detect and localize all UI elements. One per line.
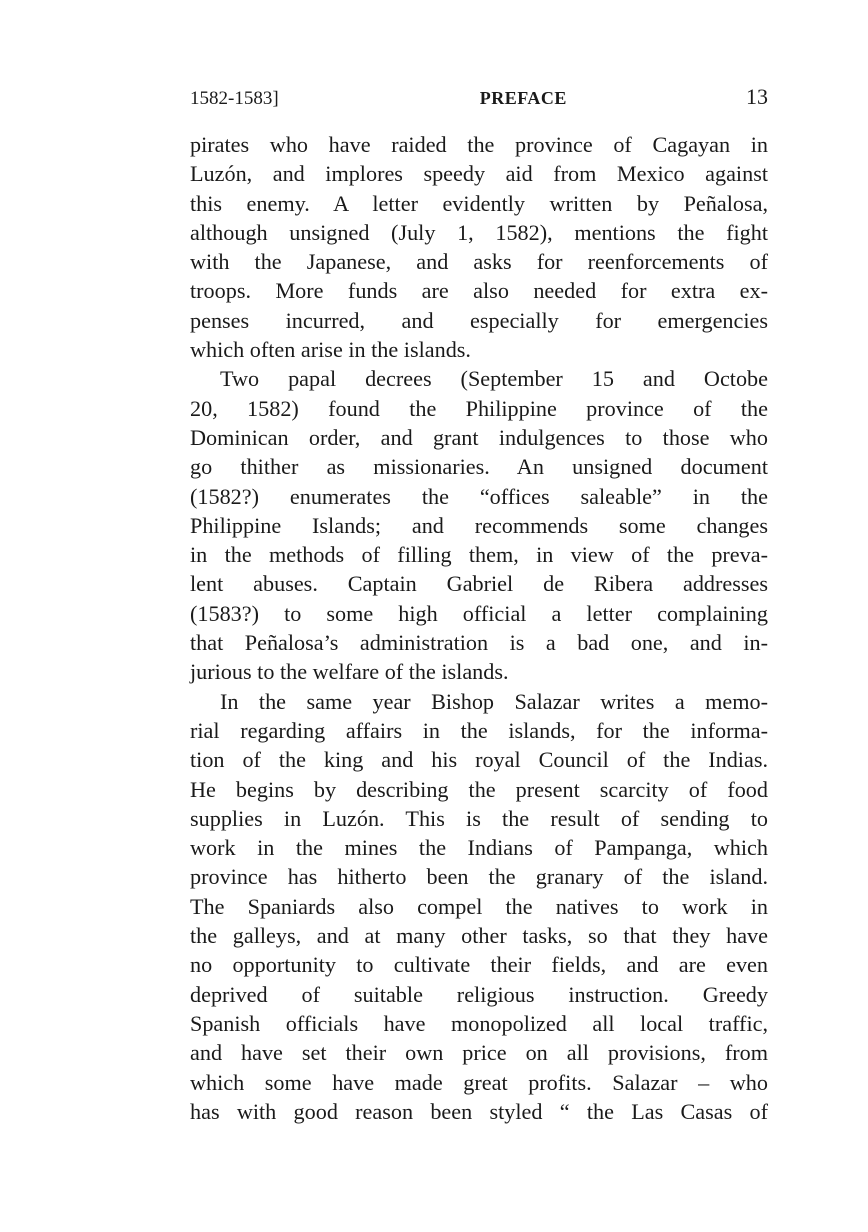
text-line: province has hitherto been the granary of the island. — [190, 864, 768, 890]
text-line: which often arise in the islands. — [190, 337, 471, 363]
text-line: jurious to the welfare of the islands. — [190, 659, 509, 685]
text-line: has with good reason been styled “ the Las Casas of — [190, 1098, 768, 1124]
text-line: and have set their own price on all provisions, from — [190, 1040, 768, 1066]
text-line: In the same year Bishop Salazar writes a memo- — [220, 688, 768, 714]
text-line: rial regarding affairs in the islands, for the informa- — [190, 717, 768, 743]
text-line: in the methods of filling them, in view of the preva- — [190, 542, 768, 568]
paragraph-3 — [190, 687, 768, 1126]
text-line: that Peñalosa’s administration is a bad one, and in- — [190, 630, 768, 656]
text-line: penses incurred, and especially for emergencies — [190, 307, 768, 333]
text-line: Spanish officials have monopolized all local traffic, — [190, 1010, 768, 1036]
text-line: although unsigned (July 1, 1582), mentions the fight — [190, 219, 768, 245]
text-line: (1582?) enumerates the “offices saleable” in the — [190, 483, 768, 509]
text-line: Dominican order, and grant indulgences to those who — [190, 424, 768, 450]
text-line: (1583?) to some high official a letter complaining — [190, 600, 768, 626]
header-years: 1582-1583] — [190, 88, 279, 109]
paragraph-1 — [190, 130, 768, 364]
header-title: PREFACE — [479, 88, 567, 108]
text-line: Luzón, and implores speedy aid from Mexico against — [190, 161, 768, 187]
text-line: go thither as missionaries. An unsigned document — [190, 454, 768, 480]
page-number: 13 — [745, 84, 768, 109]
text-line: 20, 1582) found the Philippine province of the — [190, 395, 768, 421]
text-line: work in the mines the Indians of Pampanga, which — [190, 835, 768, 861]
text-line: pirates who have raided the province of Cagayan in — [190, 132, 768, 157]
paragraph-2 — [190, 364, 768, 686]
text-line: The Spaniards also compel the natives to work in — [190, 893, 768, 919]
running-head — [190, 84, 768, 114]
text-line: with the Japanese, and asks for reenforcements of — [190, 249, 768, 275]
text-line: the galleys, and at many other tasks, so that they have — [190, 923, 768, 949]
text-line: which some have made great profits. Salazar – who — [190, 1069, 768, 1095]
text-line: no opportunity to cultivate their fields, and are even — [190, 952, 768, 978]
text-line: Philippine Islands; and recommends some changes — [190, 512, 768, 538]
book-page — [190, 84, 768, 1126]
text-line: He begins by describing the present scarcity of food — [190, 776, 768, 802]
text-line: deprived of suitable religious instruction. Greedy — [190, 981, 768, 1007]
text-line: supplies in Luzón. This is the result of sending to — [190, 805, 768, 831]
text-line: troops. More funds are also needed for extra ex- — [190, 278, 768, 304]
text-line: tion of the king and his royal Council of the Indias. — [190, 747, 768, 773]
text-line: lent abuses. Captain Gabriel de Ribera addresses — [190, 571, 768, 597]
text-line: this enemy. A letter evidently written by Peñalosa, — [190, 190, 768, 216]
body-text — [190, 130, 768, 1126]
text-line: Two papal decrees (September 15 and Octobe — [220, 366, 768, 392]
